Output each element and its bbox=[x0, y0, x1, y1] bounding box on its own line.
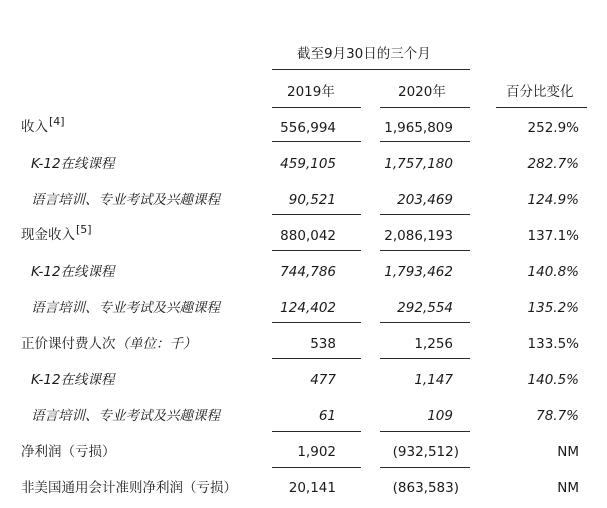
row-label-language: 语言培训、专业考试及兴趣课程 bbox=[31, 408, 220, 424]
value-change: 282.7% bbox=[527, 156, 579, 172]
row-label-k12: K-12在线课程 bbox=[31, 156, 115, 172]
row-underline-2019 bbox=[272, 431, 361, 432]
value-2019: 124,402 bbox=[280, 300, 336, 316]
value-2019: 744,786 bbox=[280, 264, 336, 280]
col-header-2019: 2019年 bbox=[287, 84, 335, 100]
value-2020: 292,554 bbox=[397, 300, 453, 316]
value-2020: (863,583) bbox=[392, 480, 459, 496]
value-2019: 459,105 bbox=[280, 156, 336, 172]
row-label-text: 收入 bbox=[21, 119, 48, 135]
period-underline bbox=[272, 69, 470, 70]
header-underline-2019 bbox=[272, 107, 361, 108]
value-2019: 880,042 bbox=[280, 228, 336, 244]
value-change: NM bbox=[557, 480, 579, 496]
value-change: 137.1% bbox=[527, 228, 579, 244]
row-underline-2019 bbox=[272, 250, 361, 251]
row-underline-2020 bbox=[380, 322, 470, 323]
row-label-net-income: 净利润（亏损） bbox=[21, 444, 116, 460]
header-underline-2020 bbox=[380, 107, 470, 108]
value-2019: 20,141 bbox=[288, 480, 336, 496]
row-label-text: 现金收入 bbox=[21, 227, 75, 243]
row-underline-2019 bbox=[272, 358, 361, 359]
row-label-paid-enrollments bbox=[21, 335, 197, 353]
value-2020: 2,086,193 bbox=[384, 228, 453, 244]
row-label-cash-revenue bbox=[21, 223, 92, 245]
value-2019: 61 bbox=[318, 408, 336, 424]
value-change: 135.2% bbox=[527, 300, 579, 316]
footnote-ref: [5] bbox=[76, 223, 92, 236]
period-header: 截至9月30日的三个月 bbox=[297, 46, 431, 62]
value-2019: 477 bbox=[310, 372, 336, 388]
value-2020: 1,757,180 bbox=[384, 156, 453, 172]
row-label-revenue bbox=[21, 115, 65, 137]
row-underline-2019 bbox=[272, 322, 361, 323]
row-label-k12: K-12在线课程 bbox=[31, 264, 115, 280]
value-2019: 556,994 bbox=[280, 120, 336, 136]
value-change: 124.9% bbox=[527, 192, 579, 208]
unit-note: （单位：千） bbox=[115, 336, 197, 352]
col-header-change: 百分比变化 bbox=[506, 84, 574, 100]
row-underline-2019 bbox=[272, 467, 361, 468]
row-underline-2020 bbox=[380, 358, 470, 359]
value-2019: 538 bbox=[310, 336, 336, 352]
value-change: 78.7% bbox=[536, 408, 579, 424]
value-2019: 90,521 bbox=[288, 192, 336, 208]
value-change: 133.5% bbox=[527, 336, 579, 352]
value-2020: 1,147 bbox=[414, 372, 453, 388]
value-change: 140.8% bbox=[527, 264, 579, 280]
col-header-2020: 2020年 bbox=[398, 84, 446, 100]
value-change: 252.9% bbox=[527, 120, 579, 136]
row-underline-2020 bbox=[380, 141, 470, 142]
value-2020: 203,469 bbox=[397, 192, 453, 208]
value-2020: 1,793,462 bbox=[384, 264, 453, 280]
value-2020: 1,256 bbox=[414, 336, 453, 352]
row-underline-2020 bbox=[380, 214, 470, 215]
value-2020: 1,965,809 bbox=[384, 120, 453, 136]
value-2019: 1,902 bbox=[297, 444, 336, 460]
row-underline-2020 bbox=[380, 250, 470, 251]
header-underline-change bbox=[496, 107, 587, 108]
value-change: 140.5% bbox=[527, 372, 579, 388]
value-2020: 109 bbox=[427, 408, 453, 424]
value-2020: (932,512) bbox=[392, 444, 459, 460]
row-label-non-gaap-net-income: 非美国通用会计准则净利润（亏损） bbox=[21, 480, 237, 496]
row-label-k12: K-12在线课程 bbox=[31, 372, 115, 388]
row-underline-2020 bbox=[380, 431, 470, 432]
footnote-ref: [4] bbox=[49, 115, 65, 128]
row-label-text: 正价课付费人次 bbox=[21, 336, 116, 352]
row-underline-2019 bbox=[272, 214, 361, 215]
value-change: NM bbox=[557, 444, 579, 460]
row-label-language: 语言培训、专业考试及兴趣课程 bbox=[31, 300, 220, 316]
row-underline-2019 bbox=[272, 141, 361, 142]
row-underline-2020 bbox=[380, 467, 470, 468]
row-label-language: 语言培训、专业考试及兴趣课程 bbox=[31, 192, 220, 208]
